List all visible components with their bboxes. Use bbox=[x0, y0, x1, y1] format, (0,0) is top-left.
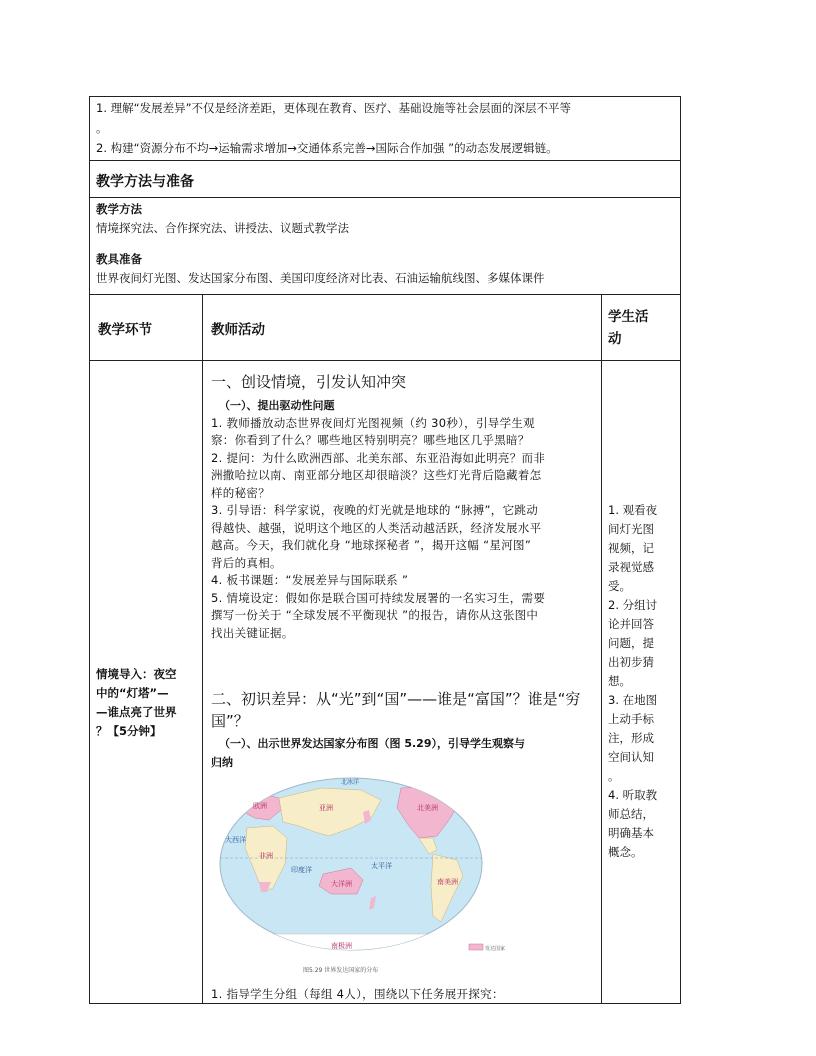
student-line: 问题，提 bbox=[608, 636, 654, 650]
header-teacher: 教师活动 bbox=[203, 295, 602, 361]
part2-subtitle-line: （一）、出示世界发达国家分布图（图 5.29），引导学生观察与 bbox=[219, 737, 525, 750]
part1-subtitle: （一）、提出驱动性问题 bbox=[219, 399, 335, 412]
activity-row bbox=[90, 361, 681, 1004]
map-label-arctic: 北冰洋 bbox=[341, 779, 360, 786]
header-student-line1: 学生活 bbox=[608, 308, 649, 325]
methods-text: 情境探究法、合作探究法、讲授法、议题式教学法 bbox=[96, 221, 349, 235]
p2-line: 洲撒哈拉以南、南亚部分地区却很暗淡？这些灯光背后隐藏着怎 bbox=[211, 468, 542, 482]
student-line: 受。 bbox=[608, 579, 631, 593]
student-activity-list bbox=[608, 501, 674, 862]
legend-swatch bbox=[469, 944, 483, 950]
antarctica-land bbox=[211, 934, 511, 962]
student-line: 师总结， bbox=[608, 807, 654, 821]
student-line: 。 bbox=[608, 769, 620, 783]
stage-line: 中的“灯塔”— bbox=[96, 686, 169, 700]
stage-line: —谁点亮了世界 bbox=[96, 705, 177, 719]
p5-line: 找出关键证据。 bbox=[211, 625, 294, 640]
part2-title-line: 二、初识差异：从“光”到“国”——谁是“富国”？谁是“穷 bbox=[211, 690, 581, 708]
part2-title bbox=[211, 688, 593, 732]
part2-subtitle-line: 归纳 bbox=[211, 756, 233, 769]
student-line: 3. 在地图 bbox=[608, 693, 658, 707]
student-activity-cell bbox=[602, 361, 681, 1004]
map-label-europe: 欧洲 bbox=[253, 802, 267, 810]
p1-line: 1. 教师播放动态世界夜间灯光图视频（约 30秒），引导学生观 bbox=[211, 415, 535, 430]
map-label-africa: 非洲 bbox=[259, 852, 273, 860]
map-label-asia: 亚洲 bbox=[319, 804, 333, 812]
methods-heading: 教学方法 bbox=[96, 202, 142, 216]
world-developed-countries-map bbox=[211, 776, 511, 962]
p5-line: 5. 情境设定：假如你是联合国可持续发展署的一名实习生，需要 bbox=[211, 590, 546, 605]
part2-subtitle bbox=[211, 734, 593, 772]
stage-label bbox=[90, 665, 202, 741]
p5-line: 撰写一份关于 “全球发展不平衡现状 ”的报告，请你从这张图中 bbox=[211, 608, 539, 622]
map-label-north-america: 北美洲 bbox=[417, 804, 438, 812]
map-label-south-america: 南美洲 bbox=[437, 878, 458, 886]
student-line: 明确基本 bbox=[608, 826, 654, 840]
student-line: 空间认知 bbox=[608, 750, 654, 764]
map-svg bbox=[211, 776, 511, 962]
student-line: 录视觉感 bbox=[608, 560, 654, 574]
part1-title: 一、创设情境，引发认知冲突 bbox=[211, 373, 407, 391]
header-stage: 教学环节 bbox=[90, 295, 203, 361]
student-line: 论并回答 bbox=[608, 617, 654, 631]
task-line: 1. 指导学生分组（每组 4人），围绕以下任务展开探究： bbox=[211, 986, 504, 1001]
goal-line-2: 2. 构建“资源分布不均→运输需求增加→交通体系完善→国际合作加强 ”的动态发展逻辑链。 bbox=[96, 141, 558, 155]
p3-line: 背后的真相。 bbox=[211, 555, 282, 570]
student-line: 1. 观看夜 bbox=[608, 503, 658, 517]
goals-row bbox=[90, 97, 681, 161]
header-student-line2: 动 bbox=[608, 330, 622, 347]
p2-line: 2. 提问：为什么欧洲西部、北美东部、东亚沿海如此明亮？而非 bbox=[211, 450, 546, 465]
p3-line: 3. 引导语：科学家说，夜晚的灯光就是地球的 “脉搏”，它跳动 bbox=[211, 503, 538, 517]
student-line: 间灯光图 bbox=[608, 522, 654, 536]
methods-cell bbox=[90, 198, 681, 295]
p4-line: 4. 板书课题：“发展差异与国际联系 ” bbox=[211, 573, 409, 587]
tools-text: 世界夜间灯光图、发达国家分布图、美国印度经济对比表、石油运输航线图、多媒体课件 bbox=[96, 271, 545, 285]
goal-line-1: 1. 理解“发展差异”不仅是经济差距，更体现在教育、医疗、基础设施等社会层面的深层不平等 bbox=[96, 101, 572, 115]
p1-line: 察：你看到了什么？哪些地区特别明亮？哪些地区几乎黑暗？ bbox=[211, 433, 530, 447]
student-line: 概念。 bbox=[608, 845, 643, 859]
table-header-row bbox=[90, 295, 681, 361]
student-line: 注，形成 bbox=[608, 731, 654, 745]
part2-title-line: 国”？ bbox=[211, 712, 249, 730]
student-line: 上动手标 bbox=[608, 712, 654, 726]
student-line: 视频，记 bbox=[608, 541, 654, 555]
p3-line: 得越快、越强，说明这个地区的人类活动越活跃，经济发展水平 bbox=[211, 520, 542, 535]
lesson-plan-page bbox=[89, 96, 680, 1004]
student-line: 4. 听取教 bbox=[608, 788, 658, 802]
greenland-land bbox=[465, 780, 483, 798]
methods-section-title: 教学方法与准备 bbox=[90, 161, 681, 198]
teacher-activity-cell bbox=[203, 361, 602, 1004]
stage-cell bbox=[90, 361, 203, 1004]
methods-title-row bbox=[90, 161, 681, 198]
student-line: 想。 bbox=[608, 674, 631, 688]
map-label-antarctica: 南极洲 bbox=[331, 942, 352, 950]
student-line: 出初步猜 bbox=[608, 655, 654, 669]
goals-cell bbox=[90, 97, 681, 161]
p2-line: 样的秘密？ bbox=[211, 485, 270, 500]
stage-line: 情境导入：夜空 bbox=[96, 667, 177, 681]
methods-row bbox=[90, 198, 681, 295]
legend-label: 发达国家 bbox=[485, 946, 506, 952]
stage-line: ？【5分钟】 bbox=[96, 724, 162, 738]
map-label-indian: 印度洋 bbox=[291, 866, 312, 874]
p3-line: 越高。今天，我们就化身 “地球探秘者 ”，揭开这幅 “星河图” bbox=[211, 538, 532, 552]
student-line: 2. 分组讨 bbox=[608, 598, 658, 612]
map-label-atlantic: 大西洋 bbox=[225, 836, 246, 844]
map-label-oceania: 大洋洲 bbox=[331, 880, 352, 888]
map-label-pacific: 太平洋 bbox=[371, 862, 392, 870]
map-caption: 图5.29 世界发达国家的分布 bbox=[303, 967, 379, 974]
lesson-plan-table bbox=[89, 96, 681, 1004]
tools-heading: 教具准备 bbox=[96, 252, 142, 266]
header-student bbox=[602, 295, 681, 361]
goal-line-1-cont: 。 bbox=[96, 121, 108, 135]
